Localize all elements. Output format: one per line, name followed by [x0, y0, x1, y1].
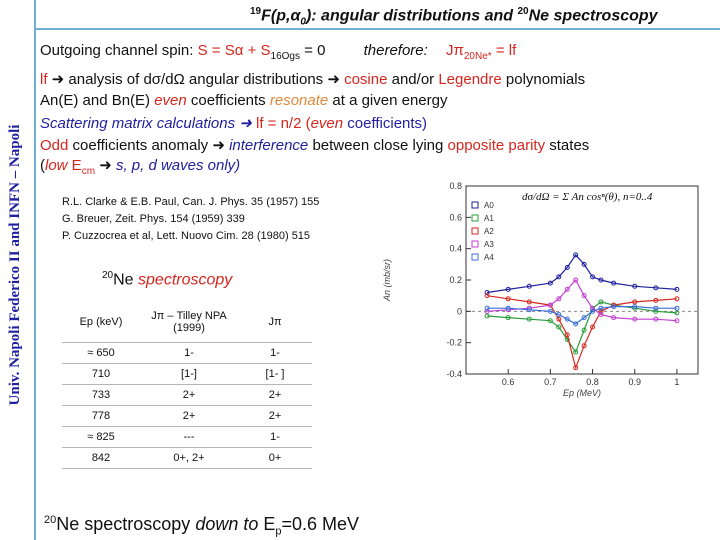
y-tick-label: 0.4: [449, 243, 462, 254]
references: [62, 194, 319, 245]
legend-label: A2: [484, 227, 494, 236]
reference-item: G. Breuer, Zeit. Phys. 154 (1959) 339: [62, 213, 245, 225]
channel-spin-line: Outgoing channel spin: $S = S\alpha + S_{16Ogs} = 0$ therefore: $J\pi_{20Ne*}$ = lf: [40, 42, 517, 62]
x-tick-label: 0.8: [586, 377, 599, 387]
header-jpi: Jπ: [238, 302, 312, 343]
reference-item: P. Cuzzocrea et al, Lett. Nuovo Cim. 28 (1980) 515: [62, 230, 311, 242]
header-tilley: Jπ – Tilley NPA (1999): [140, 302, 238, 343]
header-ep: Ep (keV): [62, 302, 140, 343]
x-tick-label: 0.6: [501, 377, 515, 387]
table-row: 842 0+, 2+ 0+: [62, 448, 312, 469]
slide-title: $^{19}F(p,\alpha_0)$: angular distributions and $^{20}$Ne spectroscopy: [250, 6, 658, 28]
y-axis-label: An (mb/sr): [382, 258, 392, 302]
y-tick-label: 0.2: [449, 275, 462, 285]
table-row: ≈ 650 1- 1-: [62, 343, 312, 364]
spectroscopy-title: $^{20}$Ne spectroscopy: [102, 270, 233, 289]
formula-label: dσ/dΩ = Σ An cosⁿ(θ), n=0..4: [522, 191, 653, 203]
odd-coefficients-line: Odd coefficients anomaly ➜ interference between close lying opposite parity states: [40, 137, 590, 154]
x-axis-label: Ep (MeV): [562, 388, 602, 398]
conclusion-line: $^{20}$Ne spectroscopy down to $E_p=0.6$ MeV: [44, 514, 360, 538]
scattering-matrix-line: Scattering matrix calculations ➜ lf = n/2 (even coefficients): [40, 115, 428, 132]
legend-label: A3: [484, 240, 494, 249]
reference-item: R.L. Clarke & E.B. Paul, Can. J. Phys. 35 (1957) 155: [62, 196, 320, 208]
y-tick-label: -0.2: [446, 337, 462, 348]
table-row: ≈ 825 --- 1-: [62, 427, 312, 448]
table-row: 778 2+ 2+: [62, 406, 312, 427]
analysis-line: lf ➜ analysis of dσ/dΩ angular distributions ➜ cosine and/or Legendre polynomials: [40, 71, 586, 88]
coefficients-line: An(E) and Bn(E) even coefficients resonate at a given energy: [40, 92, 448, 109]
table-header: [62, 302, 312, 343]
x-tick-label: 1: [674, 377, 680, 387]
y-tick-label: 0: [456, 306, 462, 317]
waves-line: (low $E_{cm}$ ➜ s, p, d waves only): [40, 157, 241, 177]
y-tick-label: 0.8: [449, 181, 462, 191]
angular-coefficients-chart: [372, 178, 712, 400]
header-rule: [34, 28, 720, 30]
levels-table: [62, 302, 312, 469]
sidebar: [0, 0, 34, 540]
x-tick-label: 0.9: [628, 377, 641, 387]
legend-label: A4: [484, 253, 494, 262]
institution-label: Univ. Napoli Federico II and INFN – Napoli: [7, 124, 23, 406]
y-tick-label: -0.4: [446, 369, 462, 379]
table-row: 710 [1-] [1- ]: [62, 364, 312, 385]
table-row: 733 2+ 2+: [62, 385, 312, 406]
legend-label: A1: [484, 214, 494, 223]
vertical-rule: [34, 0, 36, 540]
legend-label: A0: [484, 201, 494, 210]
x-tick-label: 0.7: [544, 377, 557, 387]
y-tick-label: 0.6: [449, 212, 462, 223]
